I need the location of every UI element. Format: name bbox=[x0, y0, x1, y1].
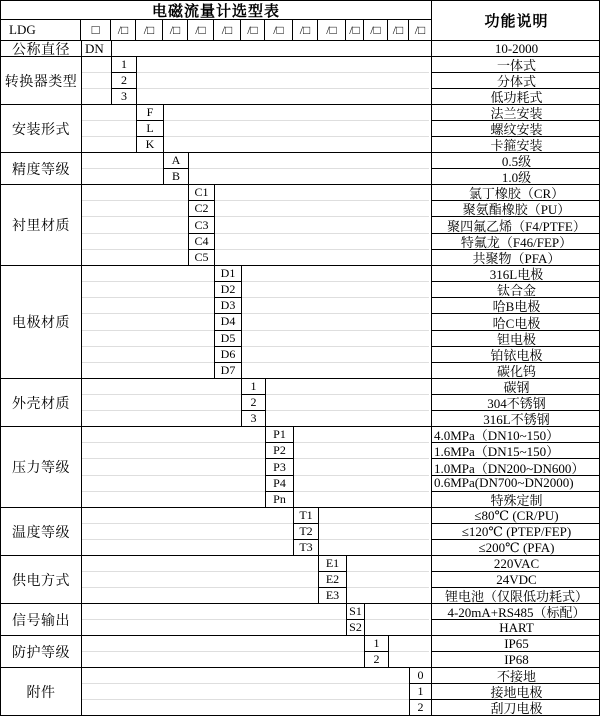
value-cell: 一体式 bbox=[432, 57, 600, 73]
code-cell: K bbox=[145, 137, 155, 151]
value-cell: 法兰安装 bbox=[432, 105, 600, 121]
category-label: 信号输出 bbox=[1, 604, 82, 635]
code-cell: T3 bbox=[299, 540, 313, 554]
code-cell: D6 bbox=[215, 347, 241, 363]
code-cell: P1 bbox=[266, 427, 293, 443]
category-label: 精度等级 bbox=[1, 153, 82, 184]
value-cell: 不接地 bbox=[432, 668, 600, 684]
group-accuracy-class bbox=[1, 152, 599, 184]
code-cell: 3 bbox=[121, 89, 127, 103]
code-cell: D3 bbox=[215, 298, 241, 314]
value-cell: 铂铱电极 bbox=[432, 347, 600, 363]
value-cell: 0.5级 bbox=[432, 153, 600, 169]
code-cell: P3 bbox=[266, 459, 293, 475]
code-cell: 2 bbox=[373, 652, 380, 666]
code-cell: 1 bbox=[112, 57, 136, 73]
value-cell: 聚氨酯橡胶（PU） bbox=[432, 201, 600, 217]
value-cell: 锂电池（仅限低功耗式） bbox=[444, 589, 588, 603]
value-cell: 卡箍安装 bbox=[490, 138, 543, 152]
group-power-supply bbox=[1, 555, 599, 603]
model-code-slot: /□ bbox=[346, 20, 364, 40]
model-code-slot: /□ bbox=[214, 20, 241, 40]
category-label: 安装形式 bbox=[1, 105, 82, 152]
value-cell: 氯丁橡胶（CR） bbox=[432, 185, 600, 201]
model-code-slot: /□ bbox=[318, 20, 346, 40]
category-label: 衬里材质 bbox=[1, 185, 82, 265]
category-label: 附件 bbox=[1, 668, 82, 715]
value-cell: 24VDC bbox=[432, 572, 600, 588]
group-lining-material bbox=[1, 184, 599, 265]
code-cell: L bbox=[137, 121, 163, 137]
code-cell: D5 bbox=[215, 331, 241, 347]
code-cell: 2 bbox=[417, 700, 424, 714]
value-cell: ≤200℃ (PFA) bbox=[478, 540, 555, 555]
category-label: 温度等级 bbox=[1, 508, 82, 555]
value-cell: 1.6MPa（DN15~150） bbox=[432, 443, 600, 459]
value-cell: 1.0级 bbox=[501, 170, 532, 184]
code-cell: T1 bbox=[294, 508, 318, 524]
value-cell: 0.6MPa(DN700~DN2000) bbox=[432, 476, 600, 492]
model-code-slot: /□ bbox=[136, 20, 163, 40]
value-cell: 钽电极 bbox=[432, 331, 600, 347]
code-cell: E1 bbox=[319, 556, 346, 572]
code-cell: E2 bbox=[319, 572, 346, 588]
code-cell: 1 bbox=[365, 636, 388, 652]
value-cell: 刮刀电极 bbox=[490, 701, 543, 715]
value-cell: 分体式 bbox=[432, 73, 600, 89]
code-cell: D7 bbox=[220, 362, 236, 377]
group-electrode-material bbox=[1, 265, 599, 378]
value-cell: 聚四氟乙烯（F4/PTFE） bbox=[432, 217, 600, 233]
value-cell: 220VAC bbox=[432, 556, 600, 572]
value-cell: ≤80℃ (CR/PU) bbox=[432, 508, 600, 524]
group-temperature-rating bbox=[1, 507, 599, 555]
model-code-slot: /□ bbox=[388, 20, 409, 40]
value-cell: 共聚物（PFA） bbox=[472, 250, 561, 266]
category-label: 转换器类型 bbox=[1, 57, 82, 104]
value-cell: 哈C电极 bbox=[432, 314, 600, 330]
value-cell: HART bbox=[499, 620, 534, 635]
value-cell: 碳化钨 bbox=[496, 363, 536, 378]
code-cell: C4 bbox=[189, 234, 214, 250]
model-code-slot: /□ bbox=[241, 20, 265, 40]
code-cell: E3 bbox=[325, 588, 340, 602]
code-cell: C3 bbox=[189, 217, 214, 233]
code-cell: D1 bbox=[215, 266, 241, 282]
group-installation-type bbox=[1, 104, 599, 152]
value-cell: 10-2000 bbox=[494, 41, 539, 56]
group-nominal-diameter bbox=[1, 40, 599, 56]
model-code-slot: /□ bbox=[414, 22, 426, 37]
value-cell: 1.0MPa（DN200~DN600） bbox=[432, 459, 600, 475]
category-label: 电极材质 bbox=[1, 266, 82, 378]
code-cell: 2 bbox=[242, 395, 265, 411]
value-cell: 316L不锈钢 bbox=[483, 412, 550, 426]
value-cell: 碳钢 bbox=[432, 379, 600, 395]
model-code-slot: /□ bbox=[265, 20, 293, 40]
code-cell: F bbox=[137, 105, 163, 121]
value-cell: IP65 bbox=[432, 636, 600, 652]
category-label: 压力等级 bbox=[1, 427, 82, 507]
code-cell: 0 bbox=[410, 668, 431, 684]
value-cell: 316L电极 bbox=[432, 266, 600, 282]
code-cell: D2 bbox=[215, 282, 241, 298]
value-cell: 4.0MPa（DN10~150） bbox=[432, 427, 600, 443]
group-converter-type bbox=[1, 56, 599, 104]
value-cell: 低功耗式 bbox=[490, 90, 543, 104]
code-cell: D4 bbox=[215, 314, 241, 330]
model-code-slot: /□ bbox=[364, 20, 388, 40]
group-signal-output bbox=[1, 603, 599, 635]
code-cell: P4 bbox=[266, 476, 293, 492]
group-protection-rating bbox=[1, 635, 599, 667]
group-housing-material bbox=[1, 378, 599, 426]
group-pressure-rating bbox=[1, 426, 599, 507]
value-cell: 哈B电极 bbox=[432, 298, 600, 314]
code-cell: C5 bbox=[194, 249, 209, 264]
page-title: 电磁流量计选型表 bbox=[1, 1, 431, 20]
category-label: 公称直径 bbox=[1, 41, 82, 56]
value-cell: IP68 bbox=[504, 652, 529, 667]
code-cell: 3 bbox=[250, 411, 257, 425]
model-base-box: □ bbox=[81, 20, 111, 40]
model-code-slot: /□ bbox=[163, 20, 188, 40]
value-cell: 螺纹安装 bbox=[432, 121, 600, 137]
code-cell: T2 bbox=[294, 524, 318, 540]
value-cell: 4-20mA+RS485（标配） bbox=[432, 604, 600, 620]
code-cell: S2 bbox=[349, 620, 362, 634]
model-code-slot: /□ bbox=[188, 20, 214, 40]
value-cell: 特殊定制 bbox=[490, 492, 543, 508]
code-cell: A bbox=[164, 153, 188, 169]
model-code-row bbox=[1, 20, 431, 40]
category-label: 外壳材质 bbox=[1, 379, 82, 426]
category-label: 供电方式 bbox=[1, 556, 82, 603]
value-cell: 钛合金 bbox=[432, 282, 600, 298]
code-cell: 2 bbox=[112, 73, 136, 89]
code-cell: C2 bbox=[189, 201, 214, 217]
value-cell: 304不锈钢 bbox=[432, 395, 600, 411]
model-code-slot: /□ bbox=[293, 20, 318, 40]
code-cell: B bbox=[171, 169, 180, 183]
model-prefix: LDG bbox=[1, 20, 81, 40]
code-cell: S1 bbox=[347, 604, 364, 620]
value-cell: 特氟龙（F46/FEP） bbox=[432, 234, 600, 250]
group-accessories bbox=[1, 667, 599, 715]
code-cell: 1 bbox=[410, 684, 431, 700]
code-cell: P2 bbox=[266, 443, 293, 459]
value-cell: ≤120℃ (PTEP/FEP) bbox=[432, 524, 600, 540]
category-label: 防护等级 bbox=[1, 636, 82, 667]
code-cell: DN bbox=[82, 41, 112, 56]
value-cell: 接地电极 bbox=[432, 684, 600, 700]
header-left bbox=[1, 1, 431, 40]
table-header-block bbox=[1, 1, 599, 40]
code-cell: C1 bbox=[189, 185, 214, 201]
model-code-slot: /□ bbox=[111, 20, 136, 40]
code-cell: 1 bbox=[242, 379, 265, 395]
code-cell: Pn bbox=[273, 491, 286, 506]
function-description-header: 功能说明 bbox=[431, 1, 600, 40]
